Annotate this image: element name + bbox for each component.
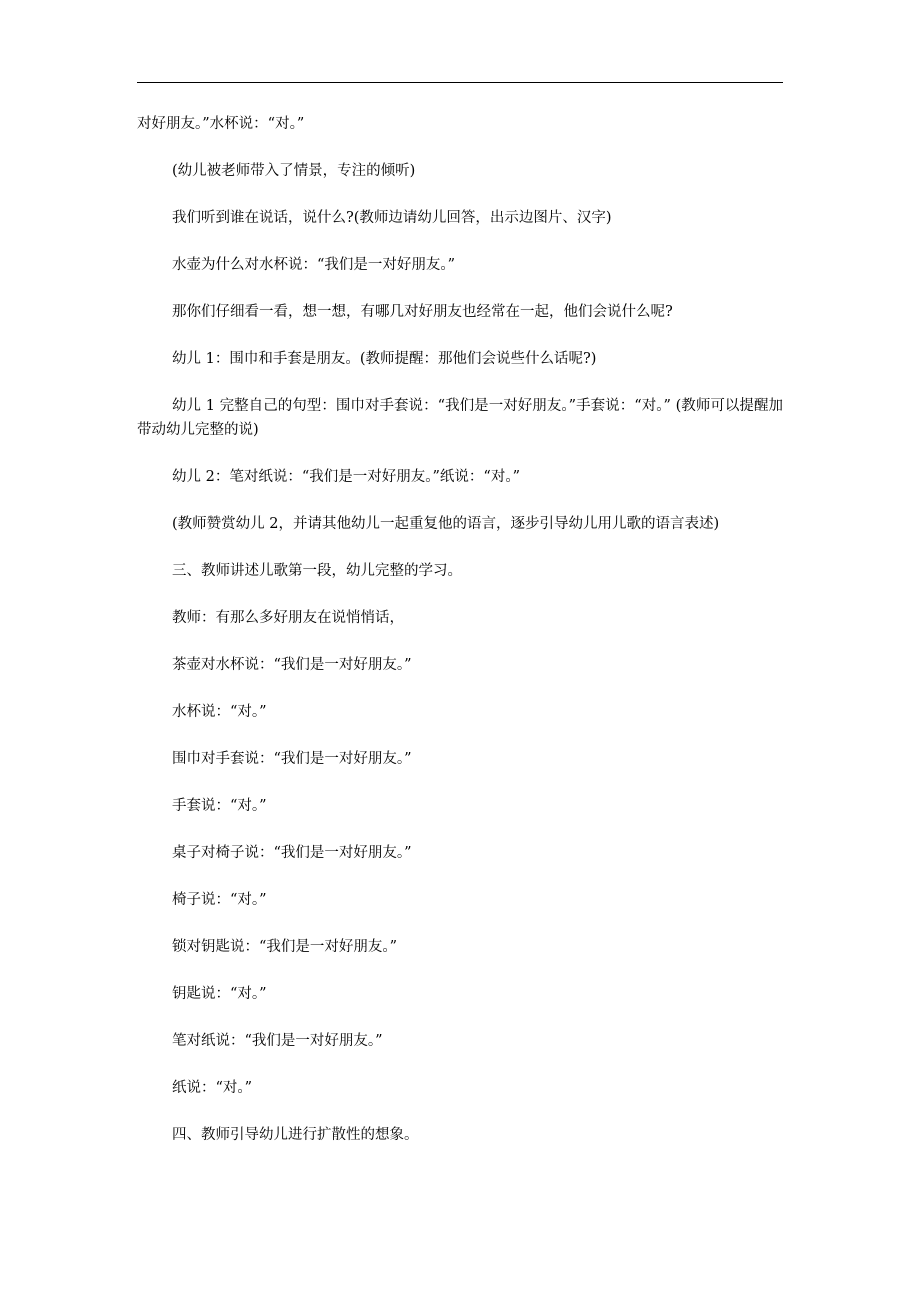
paragraph: 幼儿 1：围巾和手套是朋友。(教师提醒：那他们会说些什么话呢?) (172, 351, 597, 367)
paragraph: (幼儿被老师带入了情景，专注的倾听) (172, 163, 416, 179)
rhyme-line: 水杯说：“对。” (172, 704, 267, 720)
paragraph: 教师：有那么多好朋友在说悄悄话， (172, 610, 404, 626)
rhyme-line: 纸说：“对。” (172, 1080, 253, 1096)
header-rule (137, 82, 783, 83)
paragraph: 我们听到谁在说话，说什么?(教师边请幼儿回答，出示边图片、汉字) (172, 210, 612, 226)
rhyme-line: 钥匙说：“对。” (172, 986, 267, 1002)
section-heading: 三、教师讲述儿歌第一段，幼儿完整的学习。 (172, 563, 462, 579)
paragraph: 水壶为什么对水杯说：“我们是一对好朋友。” (172, 257, 456, 273)
paragraph: 那你们仔细看一看，想一想，有哪几对好朋友也经常在一起，他们会说什么呢? (172, 304, 673, 320)
rhyme-line: 手套说：“对。” (172, 798, 267, 814)
section-heading: 四、教师引导幼儿进行扩散性的想象。 (172, 1127, 419, 1143)
rhyme-line: 椅子说：“对。” (172, 892, 267, 908)
paragraph: 幼儿 2：笔对纸说：“我们是一对好朋友。”纸说：“对。” (172, 469, 520, 485)
document-body (137, 112, 783, 1170)
rhyme-line: 笔对纸说：“我们是一对好朋友。” (172, 1033, 383, 1049)
rhyme-line: 围巾对手套说：“我们是一对好朋友。” (172, 751, 412, 767)
paragraph: 幼儿 1 完整自己的句型：围巾对手套说：“我们是一对好朋友。”手套说：“对。” (教师可以提醒加带动幼儿完整的说) (137, 398, 783, 438)
paragraph: (教师赞赏幼儿 2，并请其他幼儿一起重复他的语言，逐步引导幼儿用儿歌的语言表述) (172, 516, 720, 532)
paragraph: 对好朋友。”水杯说：“对。” (137, 116, 305, 132)
rhyme-line: 锁对钥匙说：“我们是一对好朋友。” (172, 939, 398, 955)
rhyme-line: 茶壶对水杯说：“我们是一对好朋友。” (172, 657, 412, 673)
rhyme-line: 桌子对椅子说：“我们是一对好朋友。” (172, 845, 412, 861)
